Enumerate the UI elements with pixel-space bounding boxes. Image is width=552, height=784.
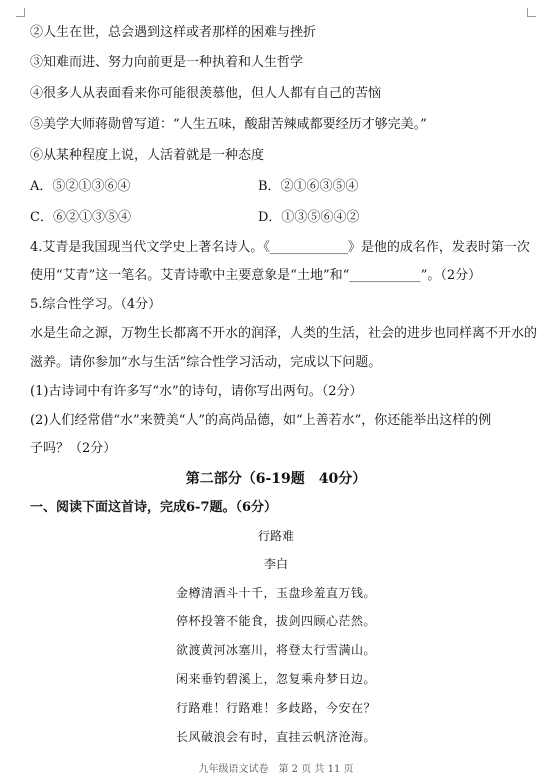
statement-3: ③知难而进、努力向前更是一种执着和人生哲学 <box>30 55 304 70</box>
option-d: D．①③⑤⑥④② <box>258 210 360 225</box>
option-b: B．②①⑥③⑤④ <box>258 179 359 194</box>
poem-line: 闲来垂钓碧溪上，忽复乘舟梦日边。 <box>175 672 376 686</box>
crop-mark-top-left <box>16 8 25 17</box>
question-5-intro-line-1: 水是生命之源，万物生长都离不开水的润泽，人类的生活，社会的进步也同样离不开水的 <box>30 326 538 341</box>
statement-5: ⑤美学大师蒋勋曾写道：“人生五味，酸甜苦辣咸都要经历才够完美。” <box>30 117 427 132</box>
question-5-intro-line-2: 滋养。请你参加“水与生活”综合性学习活动，完成以下问题。 <box>30 355 382 370</box>
poem-line: 金樽清酒斗十千，玉盘珍羞直万钱。 <box>175 586 376 600</box>
poem-line: 欲渡黄河冰塞川，将登太行雪满山。 <box>175 643 376 657</box>
poem-line: 停杯投箸不能食，拔剑四顾心茫然。 <box>175 614 376 628</box>
part-2-title: 第二部分（6-19题 40分） <box>185 471 367 487</box>
poem-line: 行路难！行路难！多歧路，今安在？ <box>175 701 376 715</box>
poem-line: 长风破浪会有时，直挂云帆济沧海。 <box>175 730 376 744</box>
page-footer: 九年级语文试卷 第 2 页 共 11 页 <box>198 764 354 775</box>
poem-author: 李白 <box>263 557 288 571</box>
question-5-sub-2-line-2: 子吗？（2分） <box>30 441 117 456</box>
crop-mark-top-right <box>527 8 536 17</box>
option-a: A．⑤②①③⑥④ <box>30 179 131 194</box>
question-4-line-1: 4.艾青是我国现当代文学史上著名诗人。《____________》是他的成名作，发表时第一次 <box>30 240 530 255</box>
statement-2: ②人生在世，总会遇到这样或者那样的困难与挫折 <box>30 25 317 40</box>
question-4-line-2: 使用“艾青”这一笔名。艾青诗歌中主要意象是“土地”和“___________”。（2分） <box>30 268 482 283</box>
statement-4: ④很多人从表面看来你可能很羡慕他，但人人都有自己的苦恼 <box>30 86 382 101</box>
question-5-sub-2-line-1: (2)人们经常借“水”来赞美“人”的高尚品德，如“上善若水”，你还能举出这样的例 <box>30 413 492 428</box>
question-5-sub-1: (1)古诗词中有许多写“水”的诗句，请你写出两句。（2分） <box>30 384 363 399</box>
question-5-title: 5.综合性学习。（4分） <box>30 297 162 312</box>
reading-section-heading: 一、阅读下面这首诗，完成6-7题。（6分） <box>30 500 278 515</box>
poem-title: 行路难 <box>257 529 294 543</box>
statement-6: ⑥从某种程度上说，人活着就是一种态度 <box>30 148 265 163</box>
option-c: C．⑥②①③⑤④ <box>30 210 131 225</box>
